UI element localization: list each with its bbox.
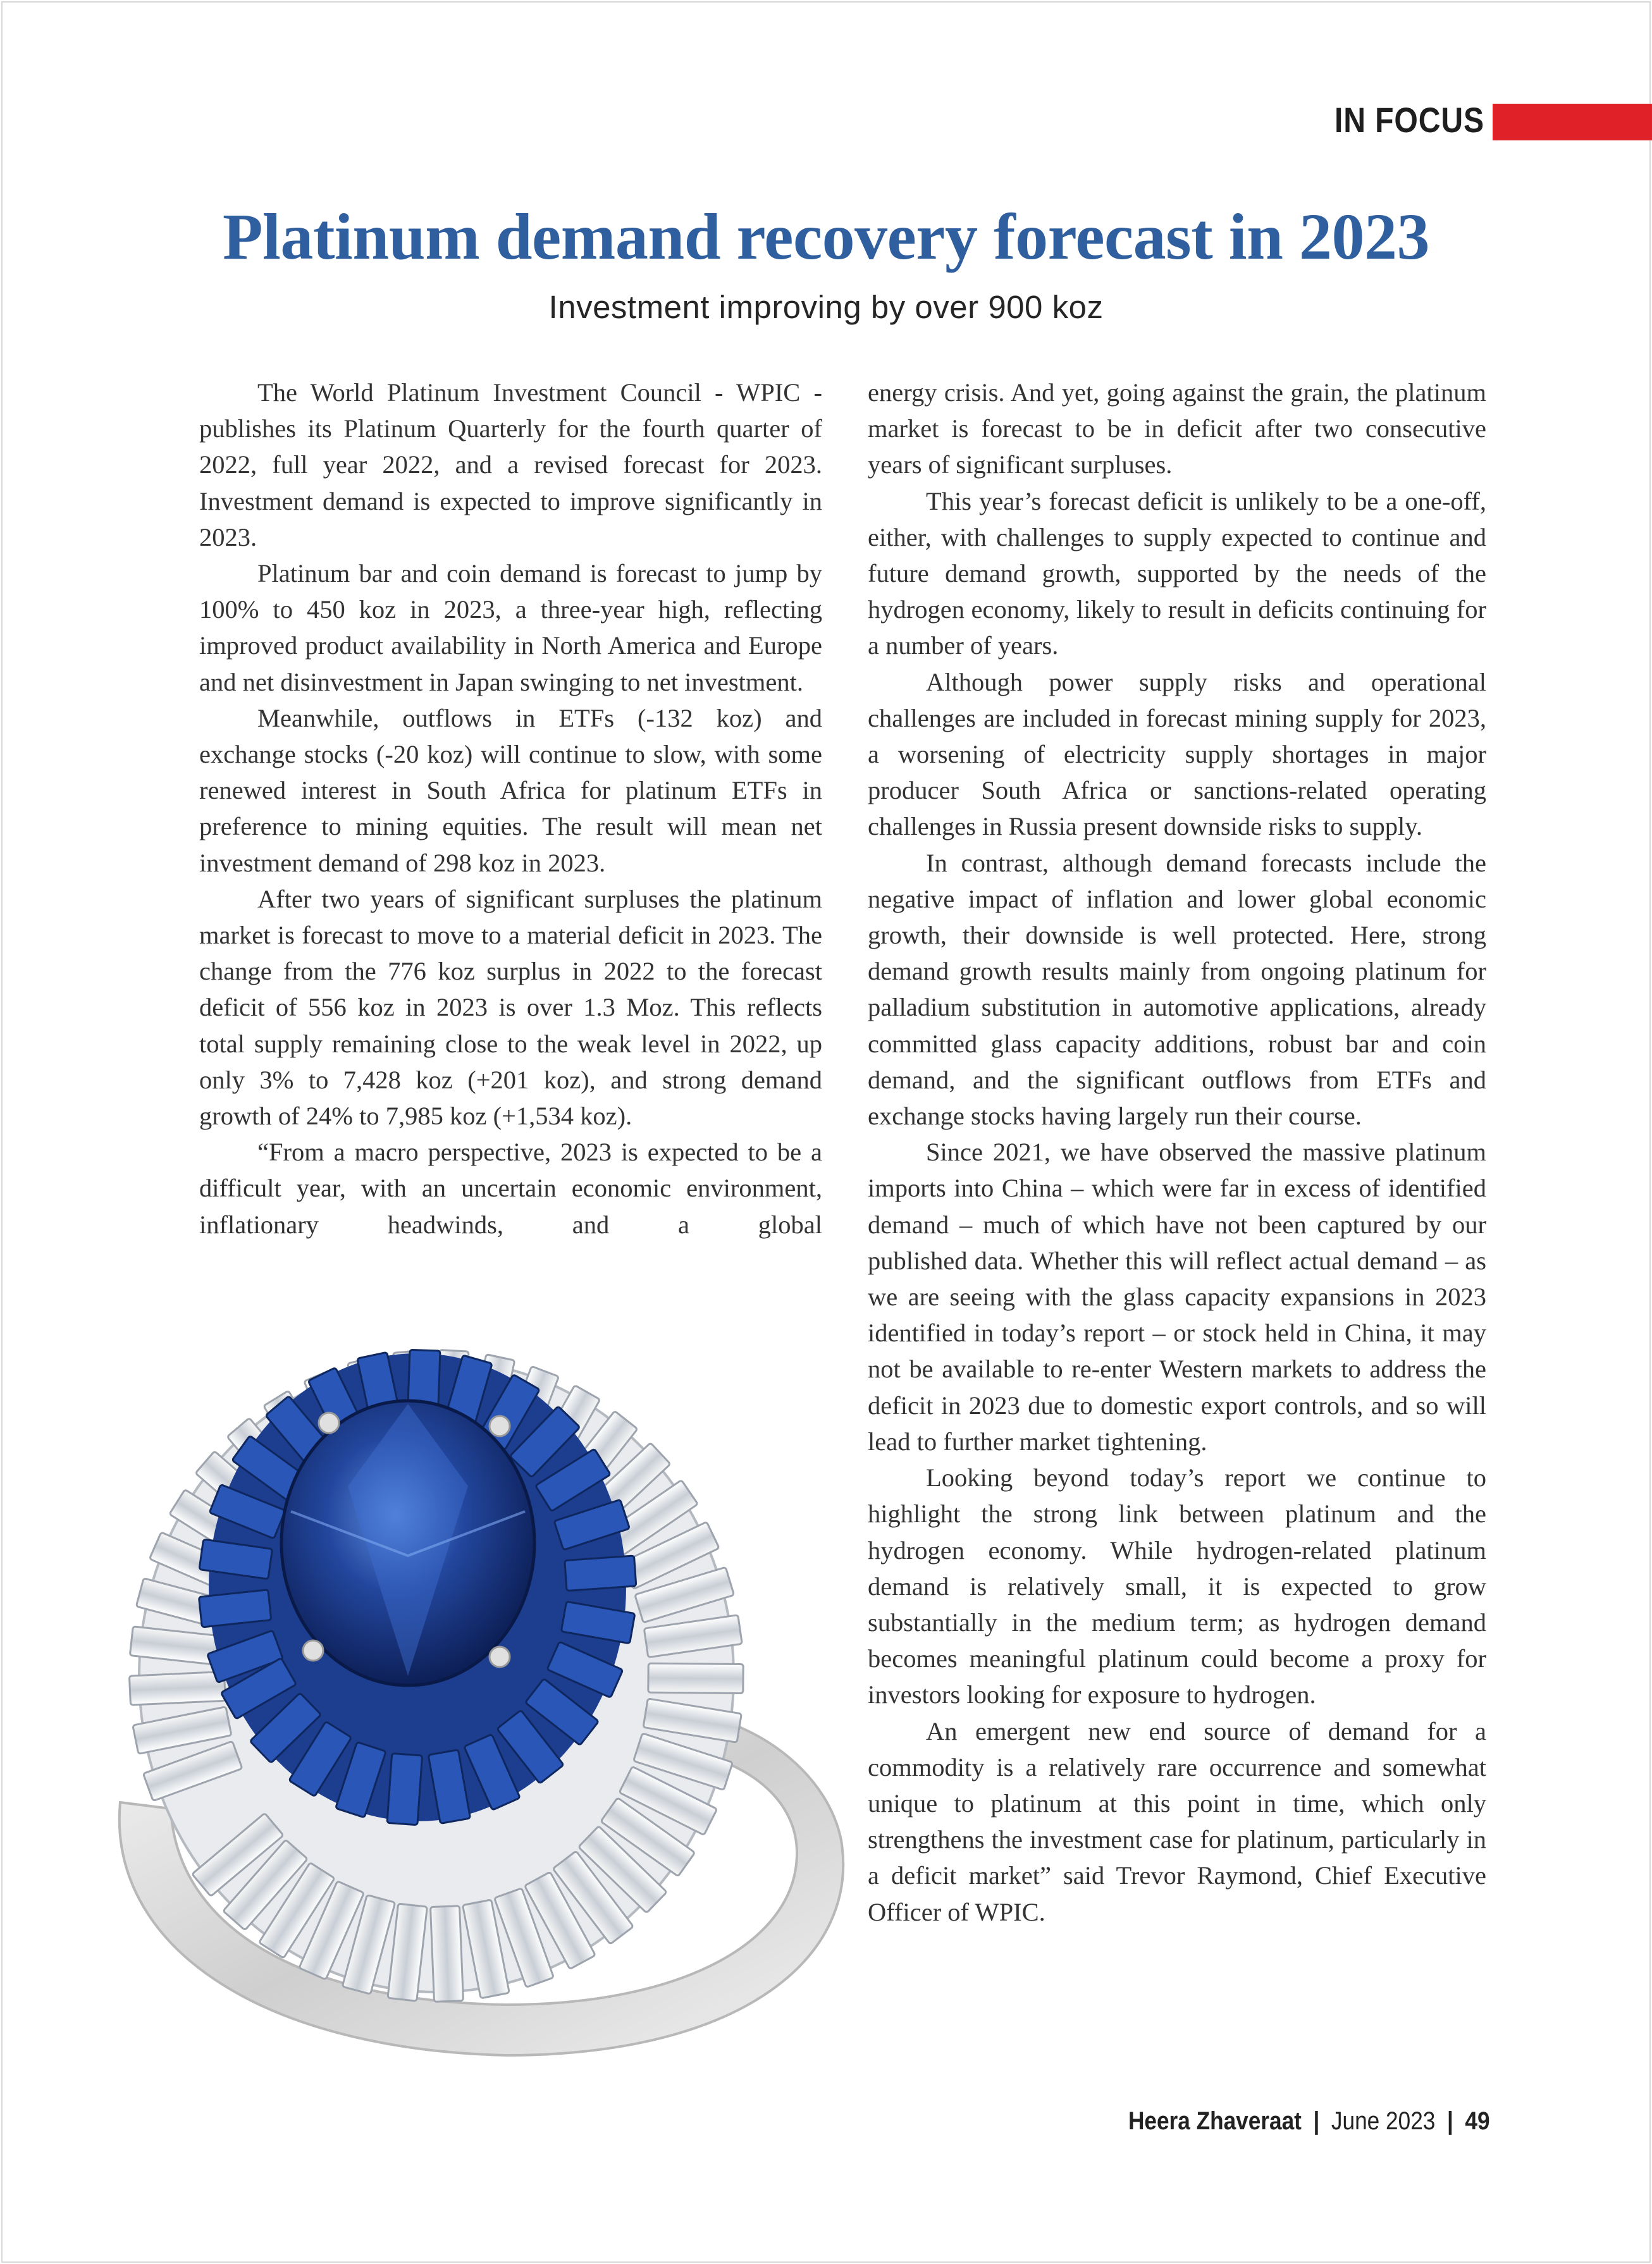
paragraph-8: Although power supply risks and operational challenges are included in forecast mining supply for 2023, a worsening of electricity supply shortages in major producer South Africa or sanctions-related operating challenges in Russia present downside risks to supply. xyxy=(868,667,1486,841)
paragraph-2: Platinum bar and coin demand is forecast to jump by 100% to 450 koz in 2023, a three-year high, reflecting improved product availability in North America and Europe and net disinvestment in Japan swinging to net investment. xyxy=(199,559,822,696)
section-tag xyxy=(1303,100,1652,139)
right-column xyxy=(868,374,1486,1930)
paragraph-12: An emergent new end source of demand for a commodity is a relatively rare occurrence and somewhat unique to platinum at this point in time, which only strengthens the investment case for platinum, particularly in a deficit market” said Trevor Raymond, Chief Executive Officer of WPIC. xyxy=(868,1716,1486,1926)
paragraph-6: energy crisis. And yet, going against the grain, the platinum market is forecast to be in deficit after two consecutive years of significant surpluses. xyxy=(868,378,1486,479)
baguette-stone xyxy=(199,1590,271,1627)
publication-name: Heera Zhaveraat xyxy=(1128,2107,1302,2135)
paragraph-1: The World Platinum Investment Council - WPIC - publishes its Platinum Quarterly for the fourth quarter of 2022, full year 2022, and a revised forecast for 2023. Investment demand is expected to improve significantly in 2023. xyxy=(199,378,822,551)
section-label: IN FOCUS xyxy=(1335,99,1484,140)
baguette-stone xyxy=(565,1556,636,1591)
article-title: Platinum demand recovery forecast in 2023 xyxy=(222,200,1430,273)
paragraph-11: Looking beyond today’s report we continue to highlight the strong link between platinum and the hydrogen economy. While hydrogen-related platinum demand is relatively small, it is expected to grow substantially in the medium term; as hydrogen demand becomes meaningful platinum could become a proxy for investors looking for exposure to hydrogen. xyxy=(868,1463,1486,1709)
baguette-stone xyxy=(431,1906,464,2002)
left-column xyxy=(199,374,822,1243)
footer-separator-1: | xyxy=(1313,2107,1320,2135)
footer-separator-2: | xyxy=(1447,2107,1454,2135)
paragraph-9: In contrast, although demand forecasts include the negative impact of inflation and lower global economic growth, their downside is well protected. Here, strong demand growth results mainly from ongoing platinum for palladium substitution in automotive applications, already committed glass capacity additions, robust bar and coin demand, and the significant outflows from ETFs and exchange stocks having largely run their course. xyxy=(868,848,1486,1131)
article-subtitle: Investment improving by over 900 koz xyxy=(548,289,1104,325)
baguette-stone xyxy=(387,1754,422,1825)
page-footer xyxy=(1128,2107,1490,2136)
sapphire-diamond-ring-icon xyxy=(63,1322,879,2062)
baguette-stone xyxy=(648,1663,743,1693)
paragraph-10: Since 2021, we have observed the massive platinum imports into China – which were far in excess of identified demand – much of which have not been captured by our published data. Whether this will reflect actual demand – as we are seeing with the glass capacity expansions in 2023 identified in today’s report – or stock held in China, it may not be available to re-enter Western markets to address the deficit in 2023 due to domestic export controls, and so will lead to further market tightening. xyxy=(868,1138,1486,1456)
ring-photo xyxy=(63,1322,879,2062)
paragraph-4: After two years of significant surpluses the platinum market is forecast to move to a material deficit in 2023. The change from the 776 koz surplus in 2022 to the forecast deficit of 556 koz in 2023 is over 1.3 Moz. This reflects total supply remaining close to the weak level in 2022, up only 3% to 7,428 koz (+201 koz), and strong demand growth of 24% to 7,985 koz (+1,534 koz). xyxy=(199,884,822,1131)
section-accent-bar xyxy=(1493,104,1652,140)
paragraph-7: This year’s forecast deficit is unlikely to be a one-off, either, with challenges to supply expected to continue and future demand growth, supported by the needs of the hydrogen economy, likely to result in deficits continuing for a number of years. xyxy=(868,486,1486,660)
paragraph-5: “From a macro perspective, 2023 is expected to be a difficult year, with an uncertain economic environment, inflationary headwinds, and a global xyxy=(199,1138,822,1239)
paragraph-3: Meanwhile, outflows in ETFs (-132 koz) and exchange stocks (-20 koz) will continue to slow, with some renewed interest in South Africa for platinum ETFs in preference to mining equities. The result will mean net investment demand of 298 koz in 2023. xyxy=(199,703,822,877)
baguette-stone xyxy=(129,1671,225,1705)
page-number: 49 xyxy=(1465,2107,1490,2135)
issue-date: June 2023 xyxy=(1331,2107,1436,2135)
